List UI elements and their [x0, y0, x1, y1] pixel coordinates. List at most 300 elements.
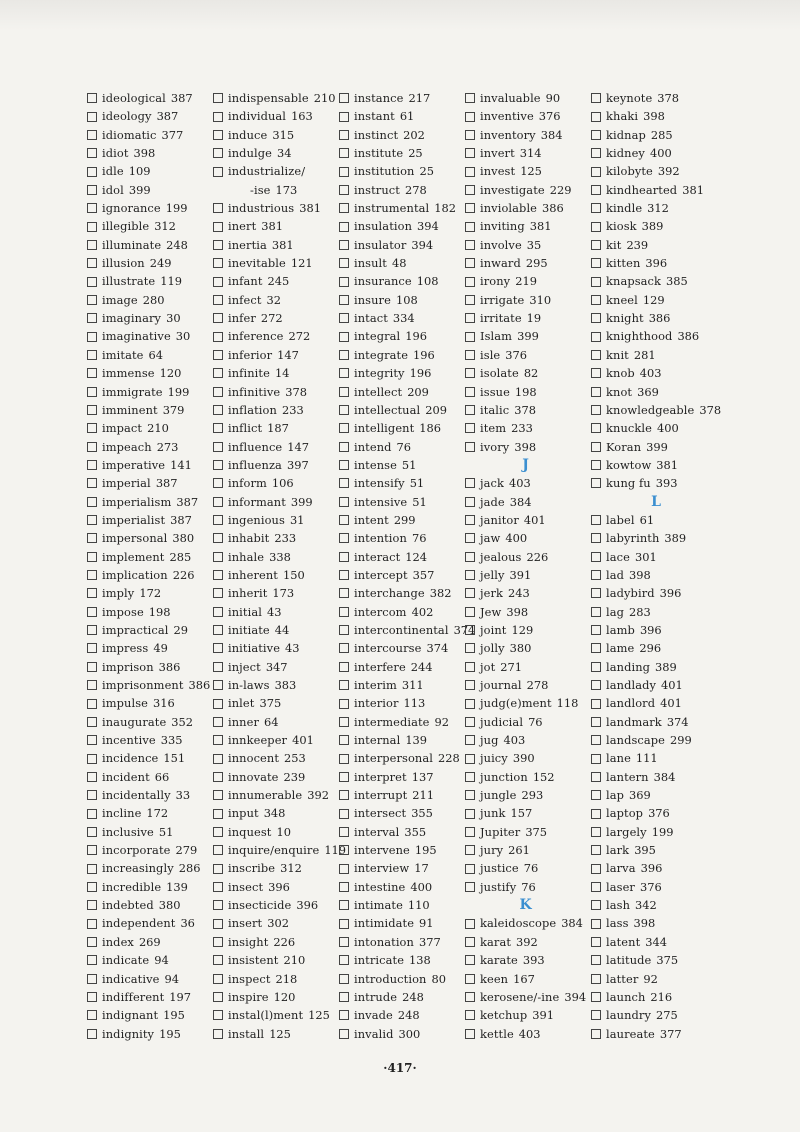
- checkbox-icon: [87, 497, 97, 507]
- entry-word: lag: [606, 604, 625, 619]
- checkbox-icon: [213, 643, 223, 653]
- entry-page-number: 108: [416, 274, 439, 289]
- index-entry: [465, 951, 586, 969]
- checkbox-icon: [465, 717, 475, 727]
- entry-word: kung fu: [606, 476, 651, 491]
- index-entry: [87, 144, 210, 162]
- index-entry: [465, 236, 586, 254]
- entry-page-number: 196: [409, 366, 432, 381]
- index-column-5: [591, 89, 721, 1043]
- entry-word: institution: [354, 164, 415, 179]
- index-entry: [465, 493, 586, 511]
- index-entry: [591, 859, 721, 877]
- entry-word: inject: [228, 659, 261, 674]
- entry-page-number: 10: [276, 824, 291, 839]
- index-entry: [213, 438, 346, 456]
- entry-word: ignorance: [102, 201, 161, 216]
- checkbox-icon: [591, 937, 601, 947]
- index-entry: [465, 291, 586, 309]
- entry-page-number: 382: [429, 586, 452, 601]
- checkbox-icon: [591, 900, 601, 910]
- entry-word: inviolable: [480, 201, 538, 216]
- index-entry: [213, 970, 346, 988]
- checkbox-icon: [591, 295, 601, 305]
- entry-page-number: 393: [522, 953, 545, 968]
- checkbox-icon: [87, 717, 97, 727]
- checkbox-icon: [87, 643, 97, 653]
- index-entry: [87, 878, 210, 896]
- index-entry: [339, 438, 475, 456]
- entry-word: increasingly: [102, 861, 174, 876]
- entry-page-number: 381: [261, 219, 283, 234]
- index-entry: [465, 474, 586, 492]
- entry-word: intermediate: [354, 714, 430, 729]
- index-entry: [87, 364, 210, 382]
- entry-page-number: 129: [642, 292, 665, 307]
- entry-word: instant: [354, 109, 395, 124]
- entry-page-number: 380: [172, 531, 195, 546]
- index-entry: [591, 713, 721, 731]
- index-entry: [213, 401, 346, 419]
- entry-page-number: 228: [438, 751, 460, 766]
- checkbox-icon: [339, 387, 349, 397]
- checkbox-icon: [213, 607, 223, 617]
- checkbox-icon: [213, 460, 223, 470]
- checkbox-icon: [465, 478, 475, 488]
- entry-word: inertia: [228, 237, 267, 252]
- checkbox-icon: [591, 607, 601, 617]
- entry-page-number: 43: [285, 641, 300, 656]
- checkbox-icon: [339, 864, 349, 874]
- entry-page-number: 139: [166, 879, 188, 894]
- index-entry: [339, 731, 475, 749]
- checkbox-icon: [87, 827, 97, 837]
- entry-word: justify: [480, 879, 517, 894]
- index-entry: [213, 1006, 346, 1024]
- entry-page-number: 147: [277, 347, 299, 362]
- entry-word: imaginative: [102, 329, 171, 344]
- entry-page-number: 272: [288, 329, 311, 344]
- entry-page-number: 172: [146, 806, 169, 821]
- index-entry: [339, 272, 475, 290]
- entry-word: integral: [354, 329, 401, 344]
- index-entry: [591, 841, 721, 859]
- checkbox-icon: [87, 772, 97, 782]
- checkbox-icon: [465, 350, 475, 360]
- checkbox-icon: [465, 974, 475, 984]
- entry-page-number: 400: [649, 146, 672, 161]
- entry-page-number: 316: [153, 696, 175, 711]
- entry-page-number: 33: [175, 788, 191, 803]
- checkbox-icon: [87, 240, 97, 250]
- entry-page-number: 384: [561, 916, 583, 931]
- checkbox-icon: [465, 423, 475, 433]
- checkbox-icon: [591, 277, 601, 287]
- index-entry: [339, 1006, 475, 1024]
- index-entry: [213, 676, 346, 694]
- index-entry: [339, 217, 475, 235]
- entry-word: in-laws: [228, 678, 270, 692]
- checkbox-icon: [339, 790, 349, 800]
- checkbox-icon: [465, 1029, 475, 1039]
- index-entry: [87, 346, 210, 364]
- checkbox-icon: [465, 937, 475, 947]
- checkbox-icon: [465, 515, 475, 525]
- checkbox-icon: [339, 607, 349, 617]
- entry-word: infant: [228, 274, 263, 289]
- checkbox-icon: [87, 387, 97, 397]
- checkbox-icon: [213, 497, 223, 507]
- checkbox-icon: [213, 313, 223, 323]
- checkbox-icon: [213, 1010, 223, 1020]
- checkbox-icon: [213, 1029, 223, 1039]
- index-entry: [87, 217, 210, 235]
- index-entry: [591, 749, 721, 767]
- entry-page-number: 32: [266, 292, 281, 307]
- entry-page-number: 253: [284, 751, 306, 766]
- entry-page-number: 380: [158, 898, 181, 913]
- index-entry: [591, 474, 721, 492]
- index-entry: [339, 713, 475, 731]
- index-entry: [465, 364, 586, 382]
- entry-word: italic: [480, 402, 510, 417]
- entry-word: internal: [354, 733, 401, 748]
- entry-page-number: 218: [275, 971, 298, 986]
- entry-page-number: 248: [397, 1008, 420, 1023]
- entry-word: kidnap: [606, 127, 646, 142]
- checkbox-icon: [213, 827, 223, 837]
- entry-page-number: 399: [128, 182, 151, 197]
- index-entry: [87, 327, 210, 345]
- checkbox-icon: [591, 1010, 601, 1020]
- index-entry: [591, 970, 721, 988]
- entry-page-number: 31: [289, 512, 305, 527]
- checkbox-icon: [87, 423, 97, 433]
- checkbox-icon: [591, 735, 601, 745]
- entry-page-number: 378: [657, 91, 680, 105]
- entry-page-number: 209: [407, 384, 429, 399]
- checkbox-icon: [591, 222, 601, 232]
- index-entry: [339, 584, 475, 602]
- entry-page-number: 396: [268, 879, 290, 894]
- checkbox-icon: [87, 625, 97, 635]
- entry-page-number: 310: [529, 292, 552, 307]
- entry-word: ladybird: [606, 586, 655, 601]
- checkbox-icon: [339, 882, 349, 892]
- index-entry: [465, 144, 586, 162]
- entry-page-number: 210: [283, 953, 306, 968]
- entry-page-number: 35: [526, 237, 542, 252]
- entry-page-number: 396: [645, 256, 668, 271]
- entry-word: khaki: [606, 109, 639, 124]
- entry-word: invalid: [354, 1026, 394, 1041]
- index-entry: [339, 529, 475, 547]
- entry-word: intelligent: [354, 421, 415, 436]
- entry-page-number: 261: [508, 843, 530, 858]
- checkbox-icon: [591, 167, 601, 177]
- entry-page-number: 375: [259, 696, 282, 711]
- index-entry: [339, 327, 475, 345]
- entry-word: influenza: [228, 457, 282, 472]
- index-entry: [339, 768, 475, 786]
- entry-word: lass: [606, 916, 629, 931]
- entry-page-number: 374: [453, 622, 476, 637]
- checkbox-icon: [87, 588, 97, 598]
- entry-page-number: 378: [699, 402, 722, 417]
- entry-word: kneel: [606, 292, 638, 307]
- entry-word: issue: [480, 384, 510, 399]
- index-entry: [465, 786, 586, 804]
- index-entry: [87, 438, 210, 456]
- index-entry: [591, 584, 721, 602]
- index-entry: [87, 419, 210, 437]
- entry-word: karate: [480, 953, 518, 968]
- index-entry: [87, 951, 210, 969]
- index-entry: [87, 566, 210, 584]
- entry-word: inventory: [480, 127, 536, 142]
- index-entry: [213, 548, 346, 566]
- checkbox-icon: [339, 405, 349, 415]
- checkbox-icon: [213, 790, 223, 800]
- checkbox-icon: [591, 368, 601, 378]
- index-entry: [213, 786, 346, 804]
- index-entry: [339, 970, 475, 988]
- entry-page-number: 375: [656, 953, 679, 968]
- index-entry: [339, 346, 475, 364]
- entry-word: isle: [480, 347, 501, 362]
- index-entry: [339, 493, 475, 511]
- index-entry: [213, 694, 346, 712]
- checkbox-icon: [591, 203, 601, 213]
- checkbox-icon: [87, 533, 97, 543]
- index-entry: [213, 309, 346, 327]
- checkbox-icon: [591, 130, 601, 140]
- entry-word: investigate: [480, 182, 545, 197]
- entry-word: kettle: [480, 1026, 514, 1041]
- entry-word: impose: [102, 604, 144, 619]
- index-entry: [213, 144, 346, 162]
- checkbox-icon: [339, 588, 349, 598]
- index-entry: [465, 768, 586, 786]
- entry-word: intervene: [354, 843, 410, 858]
- checkbox-icon: [213, 258, 223, 268]
- checkbox-icon: [87, 515, 97, 525]
- entry-page-number: 374: [426, 641, 449, 656]
- index-entry: [465, 107, 586, 125]
- entry-page-number: 150: [282, 567, 305, 582]
- index-entry: [591, 988, 721, 1006]
- entry-page-number: 121: [290, 256, 313, 271]
- entry-page-number: 384: [540, 127, 563, 142]
- checkbox-icon: [213, 882, 223, 892]
- entry-word: infer: [228, 311, 256, 326]
- entry-word: inlet: [228, 696, 255, 711]
- checkbox-icon: [465, 148, 475, 158]
- entry-word: imply: [102, 586, 135, 601]
- checkbox-icon: [465, 277, 475, 287]
- entry-word: knight: [606, 311, 644, 326]
- entry-word: intestine: [354, 879, 406, 894]
- checkbox-icon: [87, 130, 97, 140]
- checkbox-icon: [591, 919, 601, 929]
- entry-page-number: 199: [165, 201, 188, 216]
- index-entry: [213, 511, 346, 529]
- checkbox-icon: [339, 313, 349, 323]
- entry-page-number: 399: [646, 439, 668, 454]
- index-entry: [465, 89, 586, 107]
- index-entry: [339, 841, 475, 859]
- entry-word: knit: [606, 347, 629, 362]
- checkbox-icon: [591, 460, 601, 470]
- entry-page-number: 209: [425, 402, 448, 417]
- entry-word: inquire/enquire: [228, 843, 320, 858]
- entry-page-number: 30: [166, 311, 181, 326]
- entry-page-number: 376: [639, 879, 662, 894]
- checkbox-icon: [465, 167, 475, 177]
- entry-page-number: 394: [417, 219, 439, 234]
- index-entry: [87, 474, 210, 492]
- index-entry: [591, 896, 721, 914]
- entry-word: imminent: [102, 402, 158, 417]
- entry-word: individual: [228, 109, 287, 124]
- index-entry: [339, 566, 475, 584]
- entry-word: kindhearted: [606, 182, 678, 197]
- index-entry: [87, 456, 210, 474]
- entry-word: launch: [606, 989, 646, 1004]
- entry-word: kitten: [606, 256, 641, 271]
- entry-page-number: 352: [171, 714, 194, 729]
- entry-word: interview: [354, 861, 410, 876]
- checkbox-icon: [213, 405, 223, 415]
- entry-word: intact: [354, 311, 388, 326]
- entry-word: invade: [354, 1008, 393, 1023]
- index-entry: [591, 1025, 721, 1043]
- index-entry: [213, 933, 346, 951]
- entry-page-number: 108: [395, 292, 418, 307]
- entry-word: Islam: [480, 329, 513, 344]
- entry-word: intersect: [354, 806, 407, 821]
- entry-word: jungle: [480, 788, 517, 803]
- section-letter-heading: K: [519, 897, 532, 914]
- index-entry: [87, 548, 210, 566]
- entry-page-number: 211: [412, 788, 435, 803]
- checkbox-icon: [339, 662, 349, 672]
- entry-word: idiomatic: [102, 127, 157, 142]
- entry-word: karat: [480, 934, 512, 949]
- index-entry: [213, 272, 346, 290]
- index-entry: [591, 89, 721, 107]
- entry-word: intercept: [354, 567, 408, 582]
- checkbox-icon: [591, 148, 601, 158]
- entry-word: illegible: [102, 219, 150, 234]
- index-entry: [591, 456, 721, 474]
- checkbox-icon: [339, 93, 349, 103]
- index-entry: [591, 401, 721, 419]
- index-entry: [87, 181, 210, 199]
- entry-page-number: 387: [155, 476, 178, 491]
- index-entry: [591, 364, 721, 382]
- entry-word: Koran: [606, 439, 642, 454]
- entry-word: justice: [480, 861, 519, 876]
- checkbox-icon: [591, 845, 601, 855]
- index-entry: [213, 658, 346, 676]
- entry-word: lark: [606, 843, 630, 858]
- entry-page-number: 403: [509, 476, 531, 491]
- checkbox-icon: [465, 442, 475, 452]
- index-entry: [465, 676, 586, 694]
- checkbox-icon: [213, 368, 223, 378]
- entry-word: label: [606, 512, 635, 527]
- entry-word: innovate: [228, 769, 279, 784]
- index-entry: [213, 584, 346, 602]
- checkbox-icon: [87, 1029, 97, 1039]
- entry-page-number: 400: [505, 531, 528, 546]
- entry-word: interval: [354, 824, 400, 839]
- index-entry: [213, 291, 346, 309]
- index-entry: [591, 327, 721, 345]
- checkbox-icon: [213, 974, 223, 984]
- checkbox-icon: [87, 295, 97, 305]
- entry-word: indispensable: [228, 91, 309, 105]
- entry-word: immense: [102, 366, 155, 381]
- checkbox-icon: [465, 497, 475, 507]
- entry-page-number: 401: [660, 696, 682, 711]
- checkbox-icon: [591, 1029, 601, 1039]
- entry-word: jug: [480, 733, 499, 748]
- index-entry: [87, 107, 210, 125]
- index-entry: [591, 236, 721, 254]
- checkbox-icon: [465, 588, 475, 598]
- entry-page-number: 381: [656, 457, 679, 472]
- entry-word: impulse: [102, 696, 149, 711]
- index-entry: [87, 639, 210, 657]
- index-entry: [87, 859, 210, 877]
- checkbox-icon: [465, 955, 475, 965]
- entry-word: inflict: [228, 421, 263, 436]
- entry-word: jaw: [480, 531, 501, 546]
- checkbox-icon: [465, 222, 475, 232]
- entry-word: indulge: [228, 146, 272, 161]
- entry-page-number: 285: [169, 549, 192, 564]
- entry-word: irritate: [480, 311, 522, 326]
- entry-word: landlord: [606, 696, 656, 711]
- entry-page-number: 389: [641, 219, 664, 234]
- entry-word: lane: [606, 751, 631, 766]
- index-entry: [87, 291, 210, 309]
- entry-word: institute: [354, 146, 404, 161]
- entry-word: inhabit: [228, 531, 270, 546]
- entry-word: knowledgeable: [606, 402, 695, 417]
- entry-word: jealous: [480, 549, 522, 564]
- checkbox-icon: [465, 368, 475, 378]
- entry-page-number: 76: [523, 861, 539, 876]
- index-entry: [87, 254, 210, 272]
- checkbox-icon: [87, 1010, 97, 1020]
- entry-page-number: 315: [272, 127, 295, 142]
- index-entry: [339, 236, 475, 254]
- entry-page-number: 381: [529, 219, 552, 234]
- entry-word: interior: [354, 696, 399, 711]
- entry-page-number: 399: [290, 494, 313, 509]
- index-entry: [213, 419, 346, 437]
- checkbox-icon: [339, 699, 349, 709]
- index-entry: [339, 676, 475, 694]
- entry-page-number: 91: [419, 916, 434, 931]
- entry-word: lame: [606, 641, 635, 656]
- checkbox-icon: [465, 662, 475, 672]
- entry-page-number: 173: [275, 182, 298, 197]
- index-entry: [465, 823, 586, 841]
